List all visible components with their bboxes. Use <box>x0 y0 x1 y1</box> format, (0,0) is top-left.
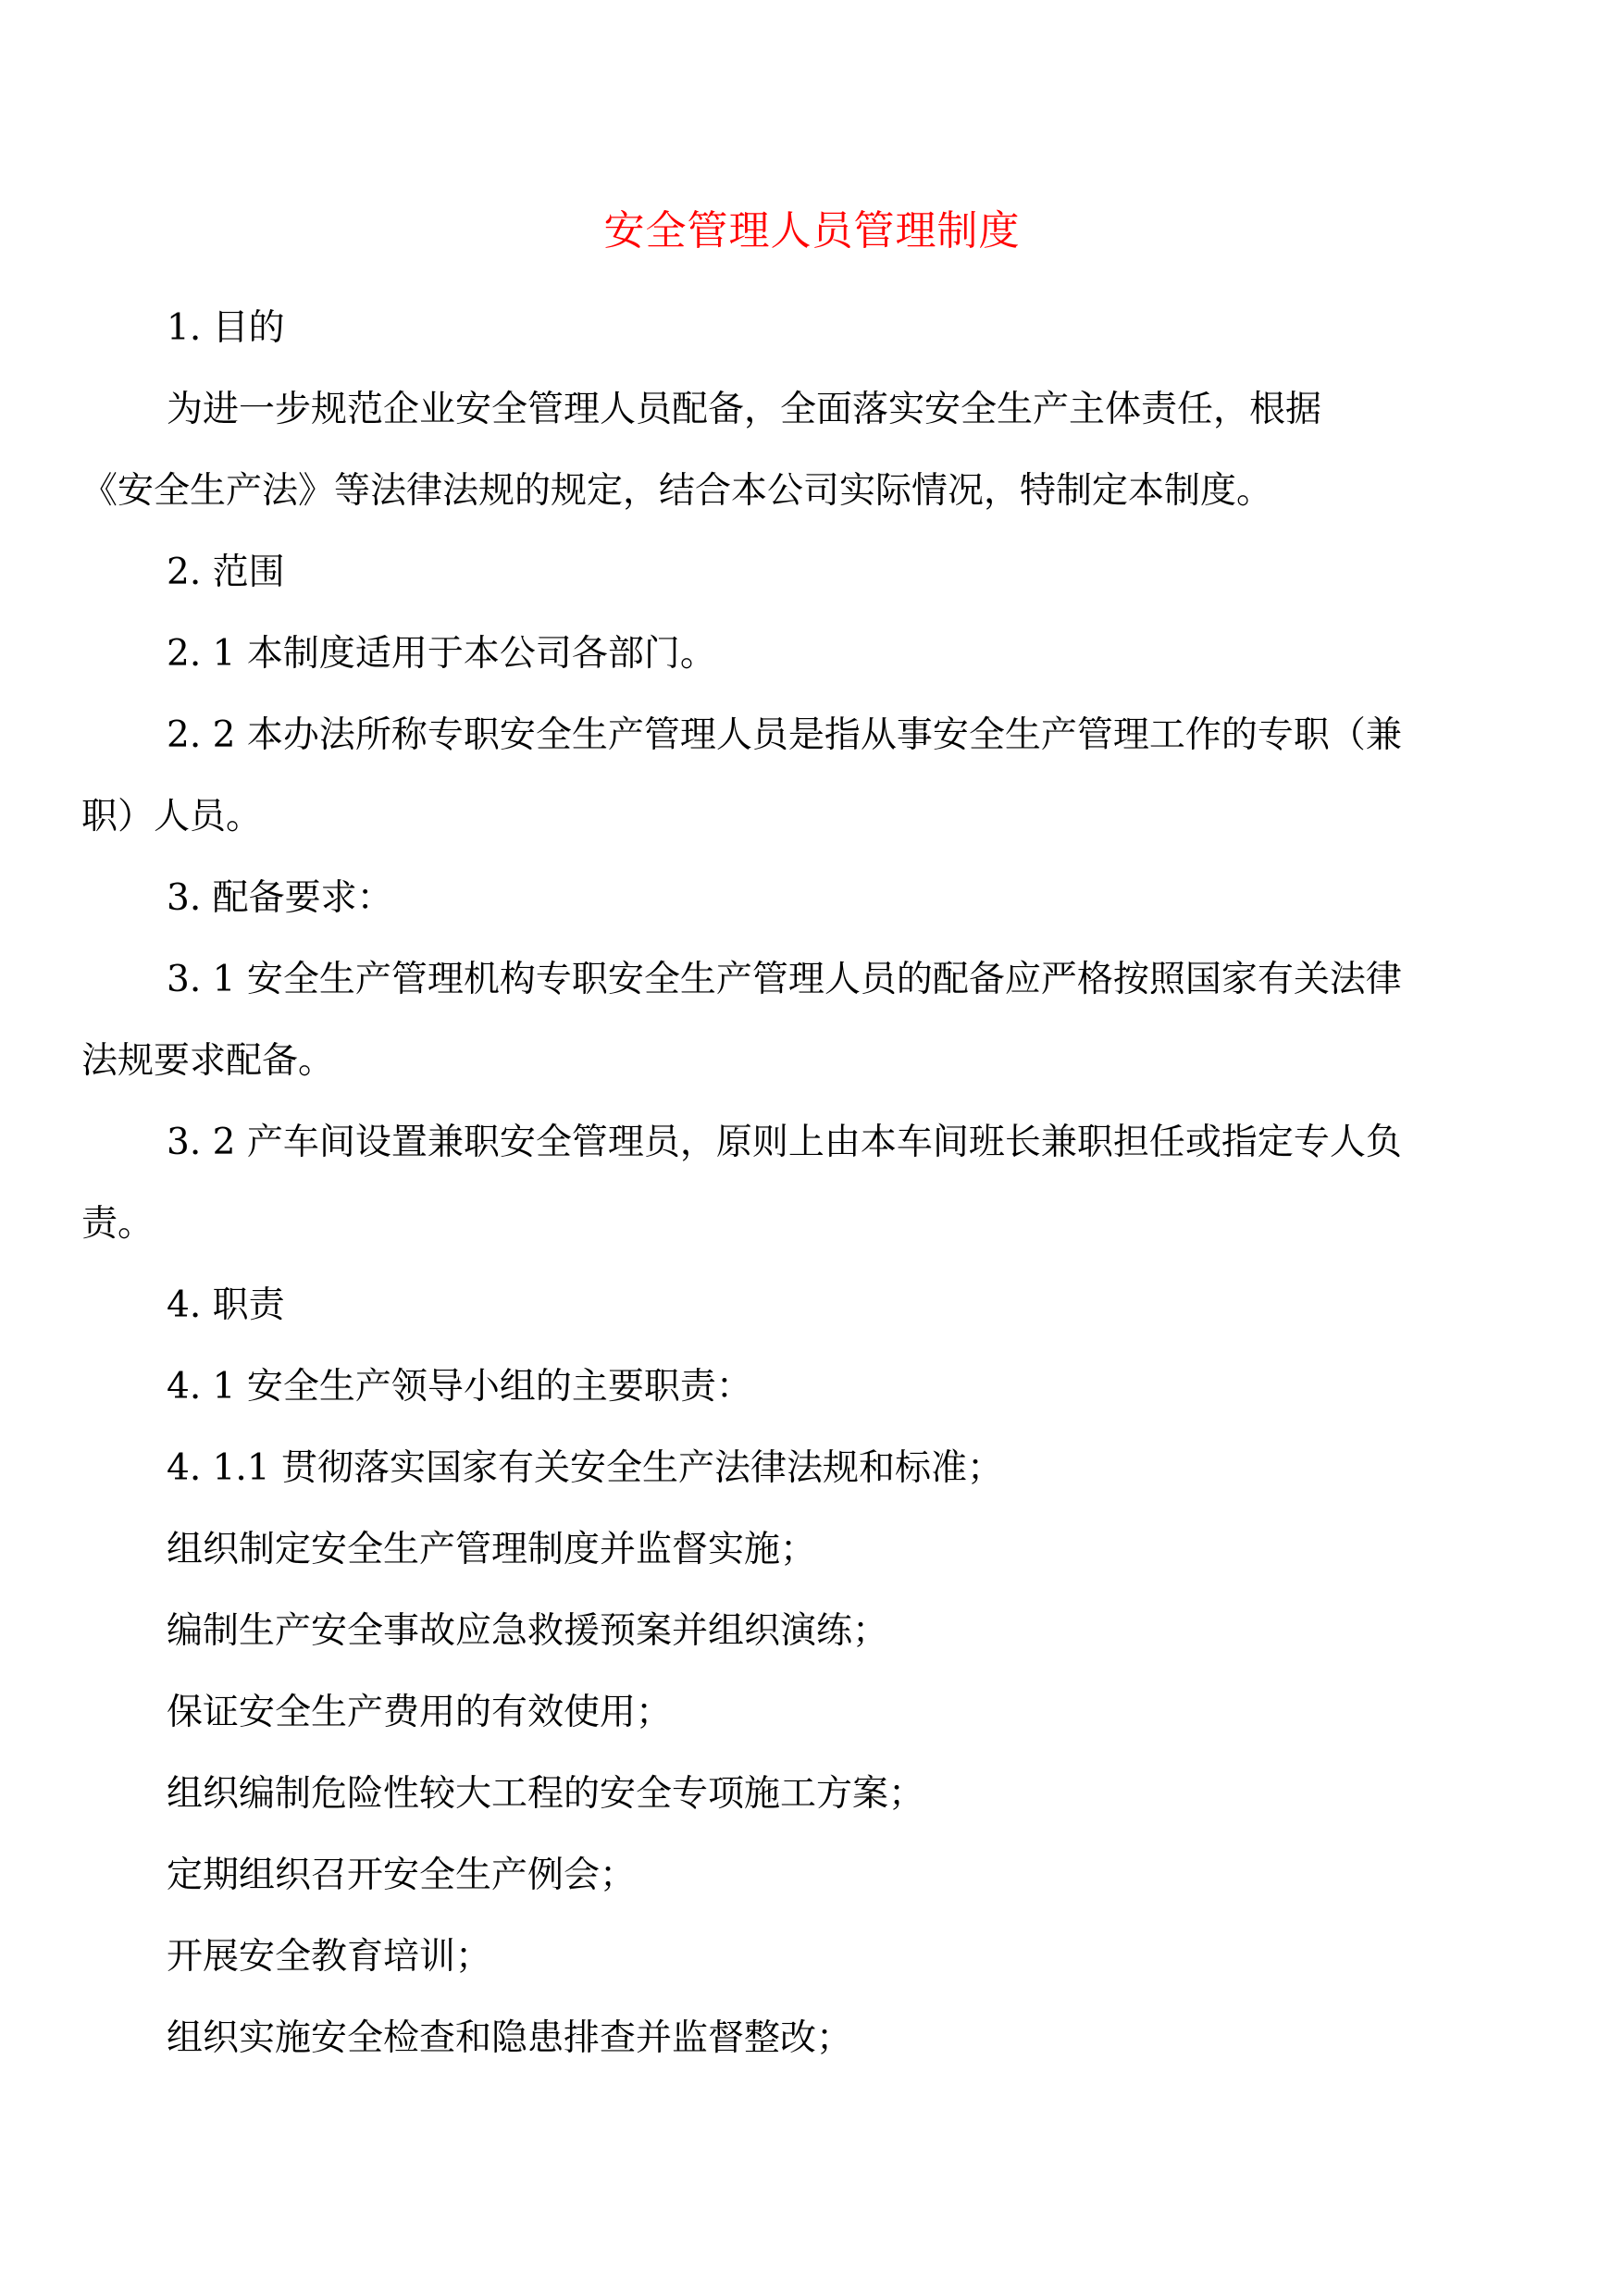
section-3-1-line-2: 法规要求配备。 <box>81 1040 335 1082</box>
duty-item: 组织编制危险性较大工程的安全专项施工方案； <box>167 1773 925 1815</box>
section-1-text-line-2: 《安全生产法》等法律法规的规定，结合本公司实际情况，特制定本制度。 <box>81 470 1273 512</box>
section-1-text-line-1: 为进一步规范企业安全管理人员配备，全面落实安全生产主体责任，根据 <box>167 389 1322 430</box>
duty-item: 开展安全教育培训； <box>167 1936 492 1978</box>
section-2-1: 2. 1 本制度适用于本公司各部门。 <box>167 633 716 675</box>
duty-item: 组织制定安全生产管理制度并监督实施； <box>167 1529 817 1570</box>
section-4-1: 4. 1 安全生产领导小组的主要职责： <box>167 1366 752 1408</box>
duty-item: 组织实施安全检查和隐患排查并监督整改； <box>167 2017 853 2059</box>
section-2-heading: 2. 范围 <box>167 552 285 593</box>
section-3-2-line-2: 责。 <box>81 1203 155 1245</box>
duty-item: 定期组织召开安全生产例会； <box>167 1855 637 1896</box>
duty-item: 编制生产安全事故应急救援预案并组织演练； <box>167 1610 889 1652</box>
section-2-2-line-1: 2. 2 本办法所称专职安全生产管理人员是指从事安全生产管理工作的专职（兼 <box>167 714 1402 756</box>
section-2-2-line-2: 职）人员。 <box>81 796 263 837</box>
section-1-heading: 1. 目的 <box>167 307 285 349</box>
section-3-1-line-1: 3. 1 安全生产管理机构专职安全生产管理人员的配备应严格按照国家有关法律 <box>167 959 1402 1000</box>
document-title: 安全管理人员管理制度 <box>603 207 1021 254</box>
document-body <box>81 288 1543 2079</box>
duty-item: 保证安全生产费用的有效使用； <box>167 1692 673 1733</box>
section-4-1-1: 4. 1.1 贯彻落实国家有关安全生产法律法规和标准； <box>167 1447 1004 1489</box>
section-3-heading: 3. 配备要求： <box>167 877 393 919</box>
section-3-2-line-1: 3. 2 产车间设置兼职安全管理员，原则上由本车间班长兼职担任或指定专人负 <box>167 1122 1402 1163</box>
section-4-heading: 4. 职责 <box>167 1284 285 1326</box>
